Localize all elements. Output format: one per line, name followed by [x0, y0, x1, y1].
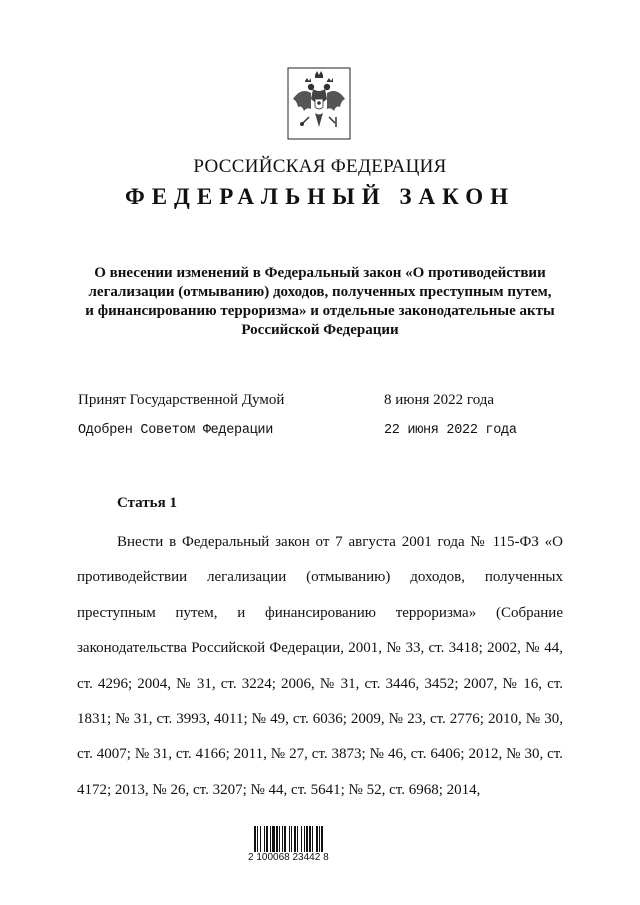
article-text: Внести в Федеральный закон от 7 августа 2001 года № 115-ФЗ «О противодействии легализации (отмыванию) доходов, полученных преступным путем, и финансированию терроризма» (Собрание законодательства Российской Федерации, 2001, № 33, ст. 3418; 2002, № 44, ст. 4296; 2004, № 31, ст. 3224; 2006, № 31, ст. 3446, 3452; 2007, № 16, ст. 1831; № 31, ст. 3993, 4011; № 49, ст. 6036; 2009, № 23, ст. 2776; 2010, № 30, ст. 4007; № 31, ст. 4166; 2011, № 27, ст. 3873; № 46, ст. 6406; 2012, № 30, ст. 4172; 2013, № 26, ст. 3207; № 44, ст. 5641; № 52, ст. 6968; 2014,	[77, 534, 563, 798]
duma-adoption-label: Принят Государственной Думой	[78, 392, 285, 408]
coat-of-arms-icon	[287, 67, 351, 140]
law-title-line: О внесении изменений в Федеральный закон «О противодействии	[94, 265, 546, 281]
council-approval-label: Одобрен Советом Федерации	[78, 423, 274, 438]
article-heading: Статья 1	[117, 495, 177, 511]
article-body	[77, 525, 563, 808]
law-type-heading: ФЕДЕРАЛЬНЫЙ ЗАКОН	[124, 184, 516, 209]
law-title-line: Российской Федерации	[241, 322, 399, 338]
country-name: РОССИЙСКАЯ ФЕДЕРАЦИЯ	[193, 156, 447, 177]
law-title-line: и финансированию терроризма» и отдельные законодательные акты	[85, 303, 555, 319]
law-title	[70, 264, 570, 340]
council-approval-date: 22 июня 2022 года	[384, 423, 517, 438]
law-title-line: легализации (отмыванию) доходов, полученных преступным путем,	[88, 284, 552, 300]
duma-adoption-date: 8 июня 2022 года	[384, 392, 495, 408]
barcode-number: 2 100068 23442 8	[248, 852, 329, 863]
